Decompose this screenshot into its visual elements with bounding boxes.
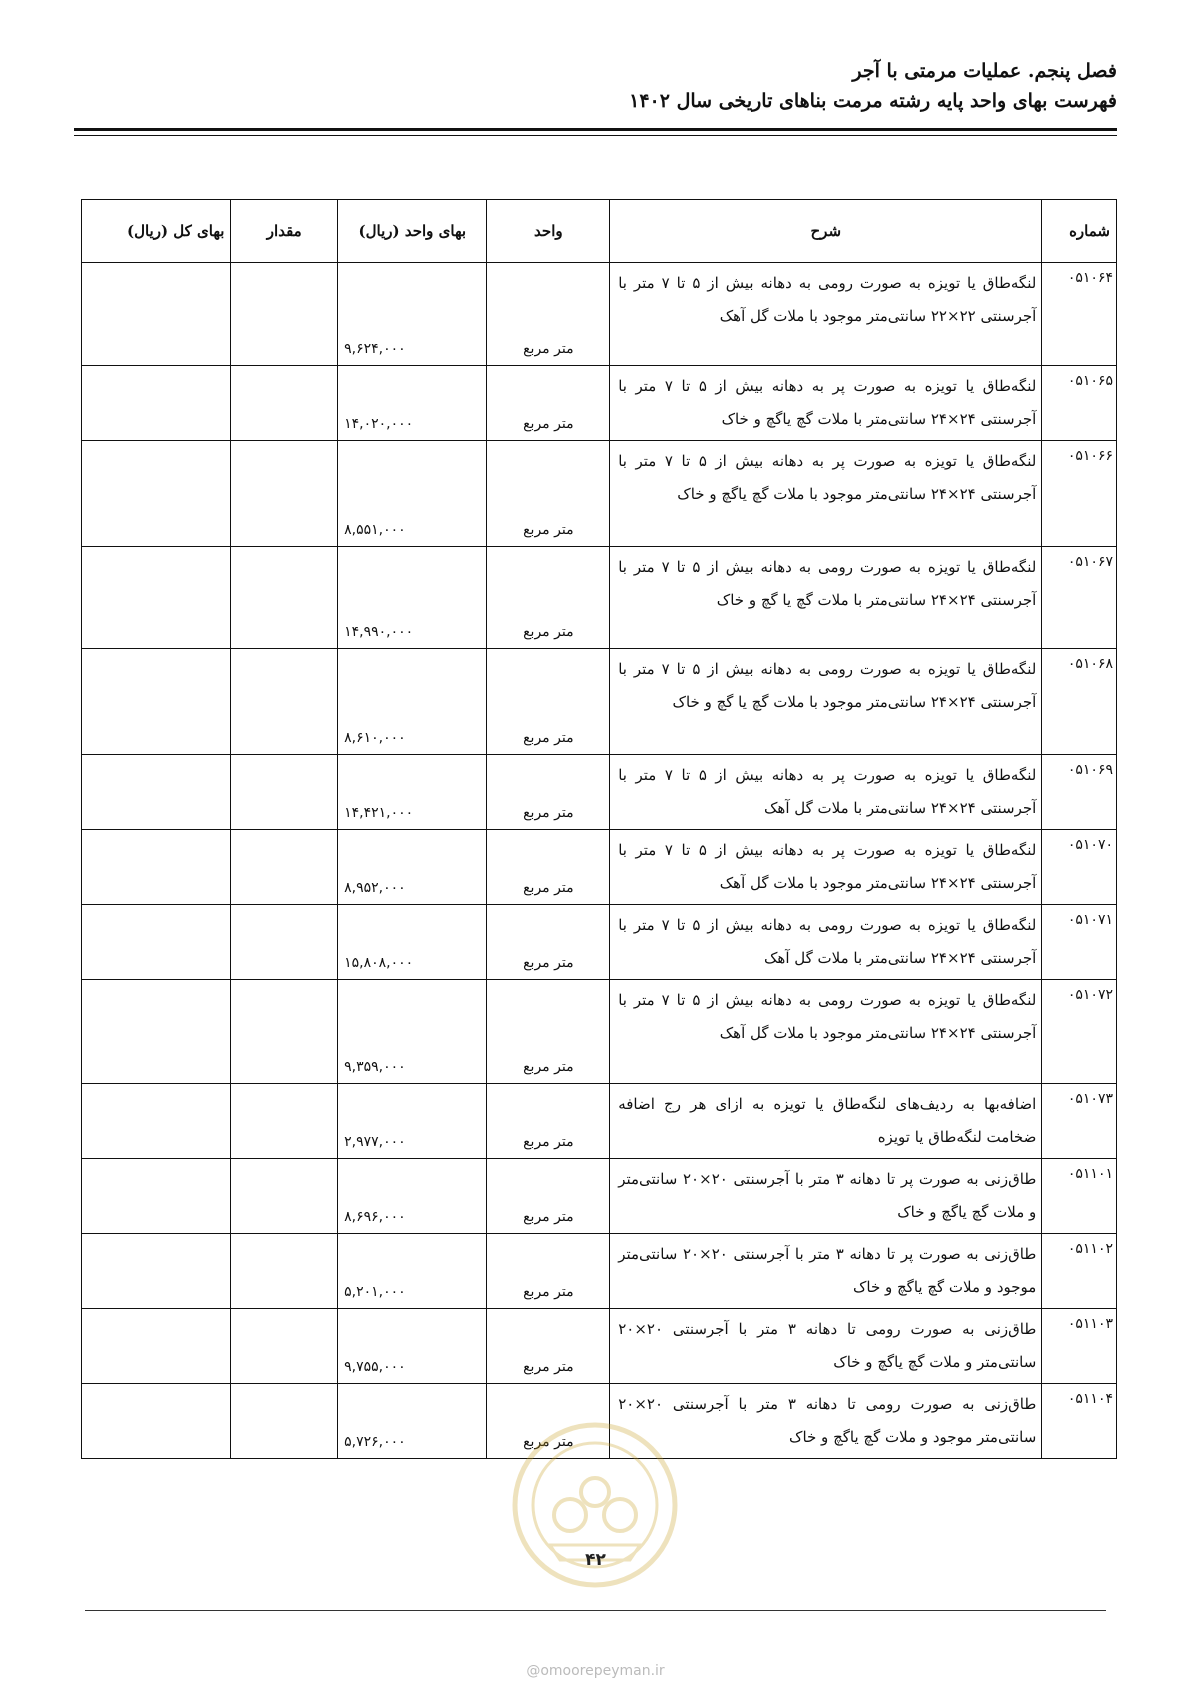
- row-code: ۰۵۱۰۶۸: [1042, 649, 1117, 755]
- row-description: اضافه‌بها به ردیف‌های لنگه‌طاق یا تویزه به ازای هر رج اضافه ضخامت لنگه‌طاق یا تویزه: [610, 1084, 1042, 1159]
- table-row: [82, 366, 1117, 441]
- column-header-total-price: بهای کل (ریال): [82, 200, 231, 263]
- row-total-price: [82, 1234, 231, 1309]
- chapter-title: فصل پنجم. عملیات مرمتی با آجر: [852, 60, 1117, 82]
- row-code: ۰۵۱۰۶۷: [1042, 547, 1117, 649]
- row-total-price: [82, 755, 231, 830]
- row-quantity: [231, 1234, 338, 1309]
- page-number: ۴۲: [585, 1550, 606, 1570]
- table-row: [82, 441, 1117, 547]
- page-header: [74, 56, 1117, 116]
- row-description: لنگه‌طاق یا تویزه به صورت رومی به دهانه بیش از ۵ تا ۷ متر با آجرسنتی ۲۴×۲۴ سانتی‌متر با ملات گل آهک: [610, 905, 1042, 980]
- row-total-price: [82, 1309, 231, 1384]
- row-quantity: [231, 1159, 338, 1234]
- table-body: [82, 263, 1117, 1459]
- row-total-price: [82, 905, 231, 980]
- row-quantity: [231, 441, 338, 547]
- price-table: [81, 199, 1117, 1459]
- row-total-price: [82, 830, 231, 905]
- header-rule-thin: [74, 135, 1117, 136]
- table-row: [82, 980, 1117, 1084]
- row-code: ۰۵۱۱۰۱: [1042, 1159, 1117, 1234]
- row-total-price: [82, 263, 231, 366]
- table-row: [82, 905, 1117, 980]
- row-unit-price: ۸,۶۹۶,۰۰۰: [338, 1159, 487, 1234]
- row-unit-price: ۹,۶۲۴,۰۰۰: [338, 263, 487, 366]
- row-unit-price: ۵,۲۰۱,۰۰۰: [338, 1234, 487, 1309]
- table-row: [82, 830, 1117, 905]
- row-total-price: [82, 366, 231, 441]
- table-row: [82, 1384, 1117, 1459]
- row-unit: متر مربع: [487, 755, 610, 830]
- row-unit: متر مربع: [487, 649, 610, 755]
- row-unit-price: ۲,۹۷۷,۰۰۰: [338, 1084, 487, 1159]
- table-row: [82, 547, 1117, 649]
- row-code: ۰۵۱۱۰۳: [1042, 1309, 1117, 1384]
- table-row: [82, 1234, 1117, 1309]
- row-quantity: [231, 1384, 338, 1459]
- row-code: ۰۵۱۰۷۳: [1042, 1084, 1117, 1159]
- row-unit: متر مربع: [487, 1159, 610, 1234]
- row-unit-price: ۹,۷۵۵,۰۰۰: [338, 1309, 487, 1384]
- row-unit-price: ۵,۷۲۶,۰۰۰: [338, 1384, 487, 1459]
- row-quantity: [231, 649, 338, 755]
- row-total-price: [82, 980, 231, 1084]
- row-unit-price: ۸,۵۵۱,۰۰۰: [338, 441, 487, 547]
- row-description: لنگه‌طاق یا تویزه به صورت پر به دهانه بیش از ۵ تا ۷ متر با آجرسنتی ۲۴×۲۴ سانتی‌متر با ملات گچ یاگچ و خاک: [610, 366, 1042, 441]
- row-quantity: [231, 547, 338, 649]
- row-unit-price: ۸,۹۵۲,۰۰۰: [338, 830, 487, 905]
- row-unit: متر مربع: [487, 441, 610, 547]
- row-code: ۰۵۱۰۶۶: [1042, 441, 1117, 547]
- row-quantity: [231, 366, 338, 441]
- row-unit: متر مربع: [487, 1309, 610, 1384]
- row-description: لنگه‌طاق یا تویزه به صورت رومی به دهانه بیش از ۵ تا ۷ متر با آجرسنتی ۲۴×۲۴ سانتی‌متر موجود با ملات گچ یا گچ و خاک: [610, 649, 1042, 755]
- column-header-code: شماره: [1042, 200, 1117, 263]
- row-unit: متر مربع: [487, 1234, 610, 1309]
- price-table-container: [81, 199, 1117, 1459]
- row-description: لنگه‌طاق یا تویزه به صورت رومی به دهانه بیش از ۵ تا ۷ متر با آجرسنتی ۲۴×۲۴ سانتی‌متر موجود با ملات گل آهک: [610, 980, 1042, 1084]
- table-row: [82, 649, 1117, 755]
- column-header-quantity: مقدار: [231, 200, 338, 263]
- row-total-price: [82, 1084, 231, 1159]
- row-code: ۰۵۱۰۶۴: [1042, 263, 1117, 366]
- row-quantity: [231, 263, 338, 366]
- footer-rule: [85, 1610, 1106, 1611]
- table-row: [82, 755, 1117, 830]
- row-code: ۰۵۱۰۷۱: [1042, 905, 1117, 980]
- row-quantity: [231, 830, 338, 905]
- table-row: [82, 1084, 1117, 1159]
- table-row: [82, 1309, 1117, 1384]
- row-unit: متر مربع: [487, 905, 610, 980]
- row-unit: متر مربع: [487, 1084, 610, 1159]
- row-unit: متر مربع: [487, 1384, 610, 1459]
- row-total-price: [82, 441, 231, 547]
- row-description: لنگه‌طاق یا تویزه به صورت رومی به دهانه بیش از ۵ تا ۷ متر با آجرسنتی ۲۴×۲۴ سانتی‌متر با ملات گچ یا گچ و خاک: [610, 547, 1042, 649]
- row-description: طاق‌زنی به صورت پر تا دهانه ۳ متر با آجرسنتی ۲۰×۲۰ سانتی‌متر موجود و ملات گچ یاگچ و خاک: [610, 1234, 1042, 1309]
- row-description: لنگه‌طاق یا تویزه به صورت رومی به دهانه بیش از ۵ تا ۷ متر با آجرسنتی ۲۲×۲۲ سانتی‌متر موجود با ملات گل آهک: [610, 263, 1042, 366]
- row-total-price: [82, 547, 231, 649]
- row-unit: متر مربع: [487, 980, 610, 1084]
- table-header-row: [82, 200, 1117, 263]
- row-code: ۰۵۱۱۰۴: [1042, 1384, 1117, 1459]
- row-code: ۰۵۱۱۰۲: [1042, 1234, 1117, 1309]
- row-description: لنگه‌طاق یا تویزه به صورت پر به دهانه بیش از ۵ تا ۷ متر با آجرسنتی ۲۴×۲۴ سانتی‌متر موجود با ملات گچ یاگچ و خاک: [610, 441, 1042, 547]
- row-description: طاق‌زنی به صورت رومی تا دهانه ۳ متر با آجرسنتی ۲۰×۲۰ سانتی‌متر موجود و ملات گچ یاگچ و خاک: [610, 1384, 1042, 1459]
- column-header-description: شرح: [610, 200, 1042, 263]
- table-header: [82, 200, 1117, 263]
- row-unit-price: ۱۵,۸۰۸,۰۰۰: [338, 905, 487, 980]
- row-total-price: [82, 1159, 231, 1234]
- row-unit-price: ۸,۶۱۰,۰۰۰: [338, 649, 487, 755]
- row-quantity: [231, 905, 338, 980]
- row-unit: متر مربع: [487, 263, 610, 366]
- row-unit: متر مربع: [487, 830, 610, 905]
- row-quantity: [231, 980, 338, 1084]
- row-code: ۰۵۱۰۶۹: [1042, 755, 1117, 830]
- row-description: طاق‌زنی به صورت رومی تا دهانه ۳ متر با آجرسنتی ۲۰×۲۰ سانتی‌متر و ملات گچ یاگچ و خاک: [610, 1309, 1042, 1384]
- column-header-unit: واحد: [487, 200, 610, 263]
- row-unit-price: ۱۴,۹۹۰,۰۰۰: [338, 547, 487, 649]
- price-list-title: فهرست بهای واحد پایه رشته مرمت بناهای تاریخی سال ۱۴۰۲: [629, 90, 1117, 112]
- row-unit: متر مربع: [487, 366, 610, 441]
- row-unit-price: ۱۴,۰۲۰,۰۰۰: [338, 366, 487, 441]
- table-row: [82, 1159, 1117, 1234]
- watermark-handle: @omoorepeyman.ir: [526, 1663, 665, 1679]
- row-quantity: [231, 1309, 338, 1384]
- row-unit-price: ۱۴,۴۲۱,۰۰۰: [338, 755, 487, 830]
- row-description: طاق‌زنی به صورت پر تا دهانه ۳ متر با آجرسنتی ۲۰×۲۰ سانتی‌متر و ملات گچ یاگچ و خاک: [610, 1159, 1042, 1234]
- header-rule-thick: [74, 128, 1117, 131]
- row-code: ۰۵۱۰۷۰: [1042, 830, 1117, 905]
- row-description: لنگه‌طاق یا تویزه به صورت پر به دهانه بیش از ۵ تا ۷ متر با آجرسنتی ۲۴×۲۴ سانتی‌متر موجود با ملات گل آهک: [610, 830, 1042, 905]
- row-code: ۰۵۱۰۷۲: [1042, 980, 1117, 1084]
- row-unit: متر مربع: [487, 547, 610, 649]
- row-quantity: [231, 755, 338, 830]
- column-header-unit-price: بهای واحد (ریال): [338, 200, 487, 263]
- row-code: ۰۵۱۰۶۵: [1042, 366, 1117, 441]
- table-row: [82, 263, 1117, 366]
- row-quantity: [231, 1084, 338, 1159]
- row-total-price: [82, 649, 231, 755]
- row-total-price: [82, 1384, 231, 1459]
- row-description: لنگه‌طاق یا تویزه به صورت پر به دهانه بیش از ۵ تا ۷ متر با آجرسنتی ۲۴×۲۴ سانتی‌متر با ملات گل آهک: [610, 755, 1042, 830]
- row-unit-price: ۹,۳۵۹,۰۰۰: [338, 980, 487, 1084]
